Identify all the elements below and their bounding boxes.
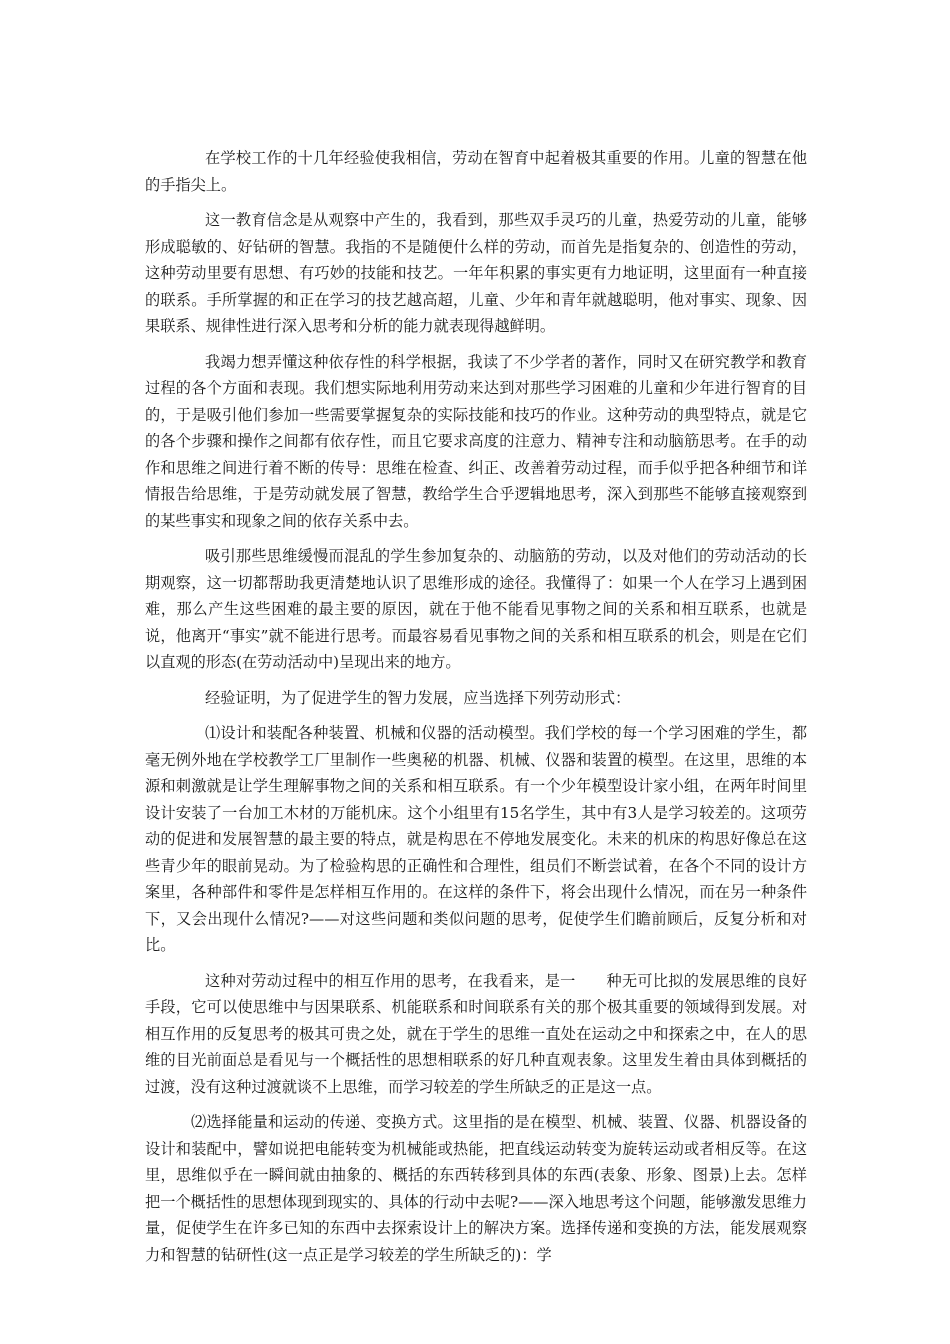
paragraph-7: 这种对劳动过程中的相互作用的思考，在我看来，是一 种无可比拟的发展思维的良好手段，它可以使思维中与因果联系、机能联系和时间联系有关的那个极其重要的领域得到发展。对相互作用的反复思考的极其可贵之处，就在于学生的思维一直处在运动之中和探索之中，在人的思维的目光前面总是看见与一个概括性的思想相联系的好几种直观表象。这里发生着由具体到概括的过渡，没有这种过渡就谈不上思维，而学习较差的学生所缺乏的正是这一点。 xyxy=(145,971,807,1096)
paragraph-5: 经验证明，为了促进学生的智力发展，应当选择下列劳动形式： xyxy=(205,688,631,707)
paragraph-1: 在学校工作的十几年经验使我相信，劳动在智育中起着极其重要的作用。儿童的智慧在他的手指尖上。 xyxy=(145,149,807,194)
paragraph-8-list-item-2: ⑵选择能量和运动的传递、变换方式。这里指的是在模型、机械、装置、仪器、机器设备的设计和装配中，譬如说把电能转变为机械能或热能，把直线运动转变为旋转运动或者相反等。在这里，思维似乎在一瞬间就由抽象的、概括的东西转移到具体的东西(表象、形象、图景)上去。怎样把一个概括性的思想体现到现实的、具体的行动中去呢?——深入地思考这个问题，能够激发思维力量，促使学生在许多已知的东西中去探索设计上的解决方案。选择传递和变换的方法，能发展观察力和智慧的钻研性(这一点正是学习较差的学生所缺乏的)：学 xyxy=(145,1113,807,1264)
document-body xyxy=(145,145,807,1277)
paragraph-6-list-item-1: ⑴设计和装配各种装置、机械和仪器的活动模型。我们学校的每一个学习困难的学生，都毫无例外地在学校教学工厂里制作一些奥秘的机器、机械、仪器和装置的模型。在这里，思维的本源和刺激就是让学生理解事物之间的关系和相互联系。有一个少年模型设计家小组，在两年时间里设计安装了一台加工木材的万能机床。这个小组里有15名学生，其中有3人是学习较差的。这项劳动的促进和发展智慧的最主要的特点，就是构思在不停地发展变化。未来的机床的构思好像总在这些青少年的眼前晃动。为了检验构思的正确性和合理性，组员们不断尝试着，在各个不同的设计方案里，各种部件和零件是怎样相互作用的。在这样的条件下，将会出现什么情况，而在另一种条件下，又会出现什么情况?——对这些问题和类似问题的思考，促使学生们瞻前顾后，反复分析和对比。 xyxy=(145,724,807,954)
paragraph-4: 吸引那些思维缓慢而混乱的学生参加复杂的、动脑筋的劳动，以及对他们的劳动活动的长期观察，这一切都帮助我更清楚地认识了思维形成的途径。我懂得了：如果一个人在学习上遇到困难，那么产生这些困难的最主要的原因，就在于他不能看见事物之间的关系和相互联系，也就是说，他离开“事实”就不能进行思考。而最容易看见事物之间的关系和相互联系的机会，则是在它们以直观的形态(在劳动活动中)呈现出来的地方。 xyxy=(145,547,807,671)
paragraph-2: 这一教育信念是从观察中产生的，我看到，那些双手灵巧的儿童，热爱劳动的儿童，能够形成聪敏的、好钻研的智慧。我指的不是随便什么样的劳动，而首先是指复杂的、创造性的劳动，这种劳动里要有思想、有巧妙的技能和技艺。一年年积累的事实更有力地证明，这里面有一种直接的联系。手所掌握的和正在学习的技艺越高超，儿童、少年和青年就越聪明，他对事实、现象、因果联系、规律性进行深入思考和分析的能力就表现得越鲜明。 xyxy=(145,211,807,335)
paragraph-3: 我竭力想弄懂这种依存性的科学根据，我读了不少学者的著作，同时又在研究教学和教育过程的各个方面和表现。我们想实际地利用劳动来达到对那些学习困难的儿童和少年进行智育的目的，于是吸引他们参加一些需要掌握复杂的实际技能和技巧的作业。这种劳动的典型特点，就是它的各个步骤和操作之间都有依存性，而且它要求高度的注意力、精神专注和动脑筋思考。在手的动作和思维之间进行着不断的传导：思维在检查、纠正、改善着劳动过程，而手似乎把各种细节和详情报告给思维，于是劳动就发展了智慧，教给学生合乎逻辑地思考，深入到那些不能够直接观察到的某些事实和现象之间的依存关系中去。 xyxy=(145,352,807,530)
